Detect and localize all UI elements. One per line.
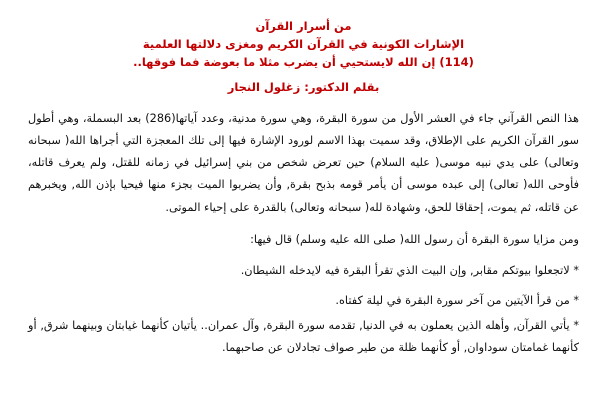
bullet-item-2: * من قرأ الآيتين من آخر سورة البقرة في ليلة كفتاه. [335, 293, 579, 307]
bullet-item-1: * لاتجعلوا بيوتكم مقابر, وإن البيت الذي تقرأ البقرة فيه لايدخله الشيطان. [240, 263, 579, 277]
paragraph-intro: هذا النص القرآني جاء في العشر الأول من سورة البقرة، وهي سورة مدنية، وعدد آياتها(286) بعد البسملة، وهي أطول سور القرآن الكريم على الإطلاق، وقد سميت بهذا الاسم لورود الإشارة فيها إلى تلك المعجزة التي أجراها الله( سبحانه وتعالى) على يدي نبيه موسى( عليه السلام) حين تعرض شخص من بني إسرائيل في زمانه للقتل، ولم يعرف قاتله، فأوحى الله( تعالى) إلى عبده موسى أن يأمر قومه بذبح بقرة, وأن يضربوا الميت بجزء منها فيحيا بإذن الله, ويخبرهم عن قاتله، ثم يموت، إحقاقا للحق، وشهادة لله( سبحانه وتعالى) بالقدرة على إحياء الموتى. [28, 112, 579, 214]
document-body [28, 108, 579, 358]
title-line-article: (114) إن الله لايستحيي أن يضرب مثلا ما بعوضة فما فوقها.. [133, 54, 474, 69]
bullet-item-3: * يأتي القرآن, وأهله الذين يعملون به في الدنيا, تقدمه سورة البقرة, وآل عمران.. يأتيان كأنهما غيابتان وبينهما شرق, أو كأنهما غمامتان سوداوان, أو كأنهما ظلة من طير صواف تجادلان عن صاحبهما. [28, 319, 579, 354]
title-line-subtitle: الإشارات الكونية في القرآن الكريم ومغزى دلالتها العلمية [142, 36, 465, 51]
paragraph-hadith-intro: ومن مزايا سورة البقرة أن رسول الله( صلى الله عليه وسلم) قال فيها: [250, 232, 579, 246]
author-byline: بقلم الدكتور: زغلول النجار [227, 80, 380, 95]
document-title-block [28, 18, 579, 71]
title-line-main: من أسرار القرآن [255, 19, 352, 33]
